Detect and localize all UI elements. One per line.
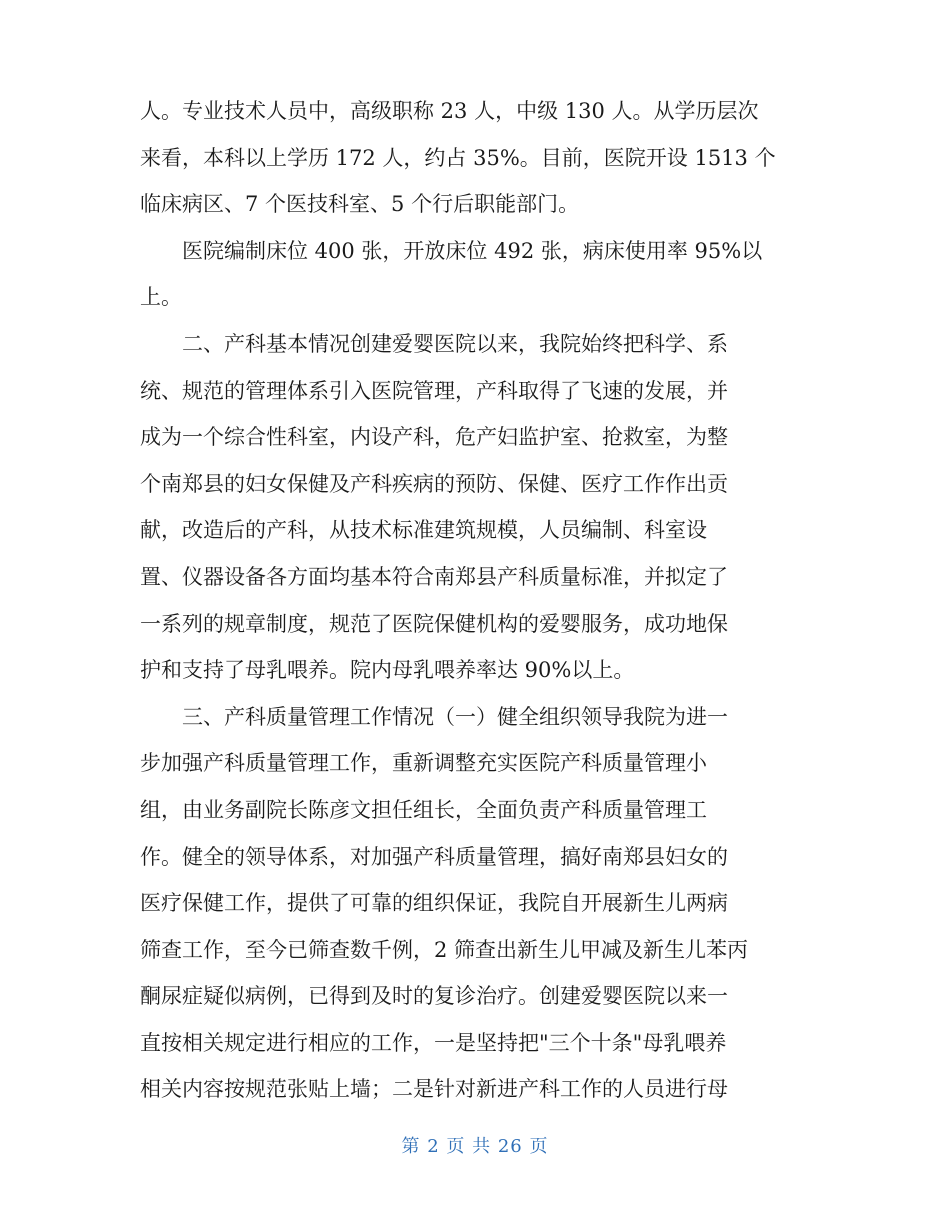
text-line: 医疗保健工作，提供了可靠的组织保证，我院自开展新生儿两病 bbox=[140, 891, 728, 916]
text-line: 人。专业技术人员中，高级职称 23 人，中级 130 人。从学历层次 bbox=[140, 99, 759, 123]
text-line: 相关内容按规范张贴上墙；二是针对新进产科工作的人员进行母 bbox=[140, 1077, 728, 1102]
text-line: 直按相关规定进行相应的工作，一是坚持把"三个十条"母乳喂养 bbox=[140, 1030, 727, 1055]
text-line: 临床病区、7 个医技科室、5 个行后职能部门。 bbox=[140, 192, 580, 217]
text-line: 上。 bbox=[140, 285, 182, 310]
page-number-footer: 第 2 页 共 26 页 bbox=[401, 1136, 549, 1157]
text-line: 筛查工作，至今已筛查数千例，2 筛查出新生儿甲减及新生儿苯丙 bbox=[140, 937, 749, 962]
text-line: 献，改造后的产科，从技术标准建筑规模，人员编制、科室设 bbox=[140, 518, 707, 543]
text-line: 作。健全的领导体系，对加强产科质量管理，搞好南郑县妇女的 bbox=[140, 844, 728, 869]
text-line: 二、产科基本情况创建爱婴医院以来，我院始终把科学、系 bbox=[182, 331, 728, 356]
text-line: 护和支持了母乳喂养。院内母乳喂养率达 90%以上。 bbox=[140, 658, 635, 683]
text-line: 三、产科质量管理工作情况（一）健全组织领导我院为进一 bbox=[182, 704, 728, 729]
document-body bbox=[140, 88, 812, 1113]
text-line: 统、规范的管理体系引入医院管理，产科取得了飞速的发展，并 bbox=[140, 378, 728, 403]
text-line: 一系列的规章制度，规范了医院保健机构的爱婴服务，成功地保 bbox=[140, 611, 728, 636]
text-line: 组，由业务副院长陈彦文担任组长，全面负责产科质量管理工 bbox=[140, 797, 707, 822]
text-line: 成为一个综合性科室，内设产科，危产妇监护室、抢救室，为整 bbox=[140, 425, 728, 450]
text-line: 个南郑县的妇女保健及产科疾病的预防、保健、医疗工作作出贡 bbox=[140, 471, 728, 496]
text-line: 步加强产科质量管理工作，重新调整充实医院产科质量管理小 bbox=[140, 751, 707, 776]
text-line: 置、仪器设备各方面均基本符合南郑县产科质量标准，并拟定了 bbox=[140, 564, 728, 589]
text-line: 医院编制床位 400 张，开放床位 492 张，病床使用率 95%以 bbox=[182, 238, 763, 263]
text-line: 酮尿症疑似病例，已得到及时的复诊治疗。创建爱婴医院以来一 bbox=[140, 984, 728, 1009]
text-line: 来看，本科以上学历 172 人，约占 35%。目前，医院开设 1513 个 bbox=[140, 145, 776, 170]
